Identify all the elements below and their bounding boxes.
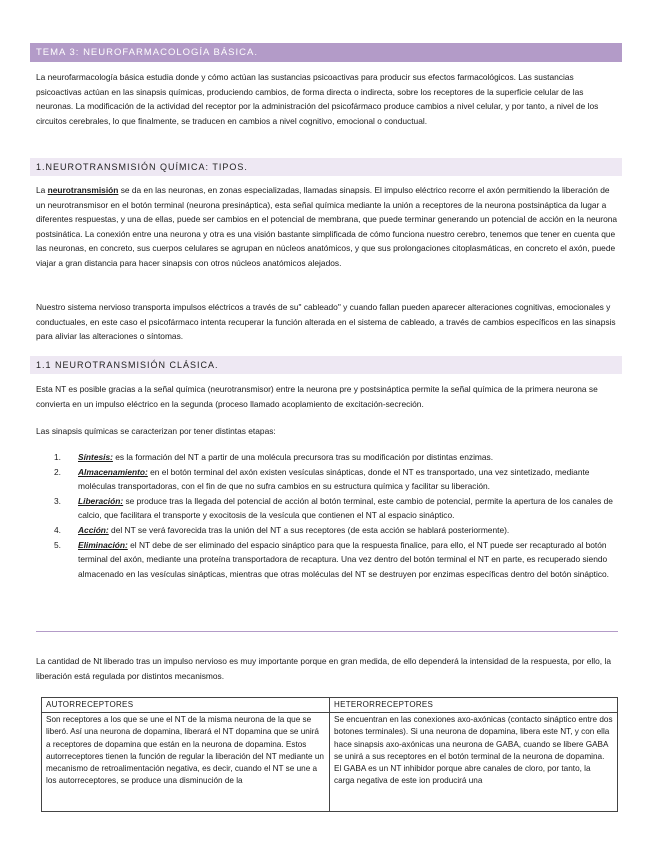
section-heading-1: 1.NEUROTRANSMISIÓN QUÍMICA: TIPOS. <box>30 158 622 176</box>
list-item <box>54 465 618 494</box>
list-term: Liberación: <box>78 495 124 506</box>
section1-paragraph-2: Nuestro sistema nervioso transporta impulsos eléctricos a través de su" cableado" y cuando fallan pueden aparecer alteraciones cognitivas, emocionales y conductuales, en este caso el psicofármaco intenta recuperar la función alterada en el sistema de cableado, a través de cambios específicos en las sinapsis para aliviar las alteraciones o síntomas. <box>36 302 616 342</box>
section11-paragraph-2: Las sinapsis químicas se caracterizan por tener distintas etapas: <box>36 426 276 436</box>
cell-heterorreceptores: Se encuentran en las conexiones axo-axónicas (contacto sináptico entre dos botones terminales). Si una neurona de dopamina, libera este NT, y con ella hace sinapsis axo-axónicas una neurona de GABA, cuando se libere GABA se unirá a sus receptores en el botón terminal de la neurona de dopamina. El GABA es un NT inhibidor porque abre canales de cloro, por tanto, la carga negativa de este ion producirá una <box>330 713 618 812</box>
list-number: 1. <box>54 452 61 462</box>
receptors-table <box>41 697 618 812</box>
list-item <box>54 523 618 538</box>
term-neurotransmision: neurotransmisión <box>47 185 119 195</box>
table-row <box>42 713 618 812</box>
list-number: 4. <box>54 524 61 535</box>
table-header-row <box>42 698 618 713</box>
list-text: del NT se verá favorecida tras la unión del NT a sus receptores (de esta acción se hablará posteriormente). <box>108 524 510 535</box>
list-text: en el botón terminal del axón existen vesículas sinápticas, donde el NT es transportado, una vez sintetizado, mediante moléculas transportadoras, con el fin de que no sufra cambios en su estructura química y facilitar su liberación. <box>78 466 590 492</box>
list-item <box>54 494 618 523</box>
list-text: se produce tras la llegada del potencial de acción al botón terminal, este cambio de potencial, permite la apertura de los canales de calcio, que facilitara el transporte y exocitosis de la vesícula que contienen el NT al espacio sináptico. <box>78 495 613 521</box>
section-divider <box>36 631 618 632</box>
list-number: 5. <box>54 539 61 550</box>
cell-autorreceptores: Son receptores a los que se une el NT de la misma neurona de la que se liberó. Así una neurona de dopamina, liberará el NT dopamina que se unirá a receptores de dopamina que están en la neurona de dopamina. Estos autorreceptores tienen la función de regular la liberación del NT mediante un mecanismo de retroalimentación negativa, es decir, cuando el NT se une a los autorreceptores, se produce una disminución de la <box>42 713 330 812</box>
header-heterorreceptores: HETERORRECEPTORES <box>330 698 618 713</box>
section11-paragraph-1: Esta NT es posible gracias a la señal química (neurotransmisor) entre la neurona pre y postsináptica permite la señal química de la primera neurona se convierta en un impulso eléctrico en la segunda (proceso llamado acoplamiento de excitación-secreción. <box>36 384 598 409</box>
page-title: TEMA 3: NEUROFARMACOLOGÍA BÁSICA. <box>30 43 622 62</box>
list-item <box>54 538 618 582</box>
list-term: Acción: <box>78 524 109 535</box>
section11-paragraph-3: La cantidad de Nt liberado tras un impulso nervioso es muy importante porque en gran medida, de ello dependerá la intensidad de la respuesta, por ello, la liberación está regulada por distintos mecanismos. <box>36 656 611 681</box>
list-term: Síntesis: <box>78 452 113 462</box>
list-term: Almacenamiento: <box>78 466 148 477</box>
section1-paragraph-1 <box>36 183 618 271</box>
list-term: Eliminación: <box>78 539 128 550</box>
list-number: 2. <box>54 466 61 477</box>
intro-paragraph: La neurofarmacología básica estudia donde y cómo actúan las sustancias psicoactivas para producir sus efectos farmacológicos. Las sustancias psicoactivas actúan en las sinapsis químicas, produciendo cambios, de forma directa o indirecta, sobre los receptores de la superficie celular de las neuronas. La modificación de la actividad del receptor por la administración del psicofármaco produce cambios a nivel celular, y por tanto, a nivel de los circuitos cerebrales, lo que finalmente, se traducen en cambios a nivel cognitivo, emocional o conductual. <box>36 72 599 126</box>
list-text: el NT debe de ser eliminado del espacio sináptico para que la respuesta finalice, para ello, el NT puede ser recapturado al botón terminal del axón, mediante una proteína transportadora de recaptura. Una vez dentro del botón terminal el NT en parte, es recuperado siendo almacenado en las vesículas sinápticas, mientras que otras moléculas del NT se destruyen por enzimas específicas dentro del botón sináptico. <box>78 539 610 579</box>
list-number: 3. <box>54 495 61 506</box>
section1-p1-rest: se da en las neuronas, en zonas especializadas, llamadas sinapsis. El impulso eléctrico recorre el axón permitiendo la liberación de un neurotransmisor en el botón terminal (neurona presináptica), esta señal química mediante la unión a receptores de la neurona postsináptica da lugar a diferentes respuestas, y una de ellas, puede ser cambios en el potencial de membrana, que puede terminar generando un potencial de acción en la neurona postsinática. La conexión entre una neurona y otra es una visión bastante simplificada de cómo funciona nuestro cerebro, tenemos que tener en cuenta que las neuronas, en concreto, sus cuerpos celulares se agrupan en núcleos anatómicos, y que sus prolongaciones citoplasmáticas, en concreto el axón, puede viajar a gran distancia para hacer sinapsis con otros núcleos anatómicos alejados. <box>36 185 618 268</box>
synapse-stages-list <box>54 450 618 581</box>
section-heading-1-1: 1.1 NEUROTRANSMISIÓN CLÁSICA. <box>30 356 622 374</box>
list-text: es la formación del NT a partir de una molécula precursora tras su modificación por distintas enzimas. <box>112 452 494 462</box>
header-autorreceptores: AUTORRECEPTORES <box>42 698 330 713</box>
list-item <box>54 450 618 465</box>
section1-p1-prefix: La <box>36 185 48 195</box>
